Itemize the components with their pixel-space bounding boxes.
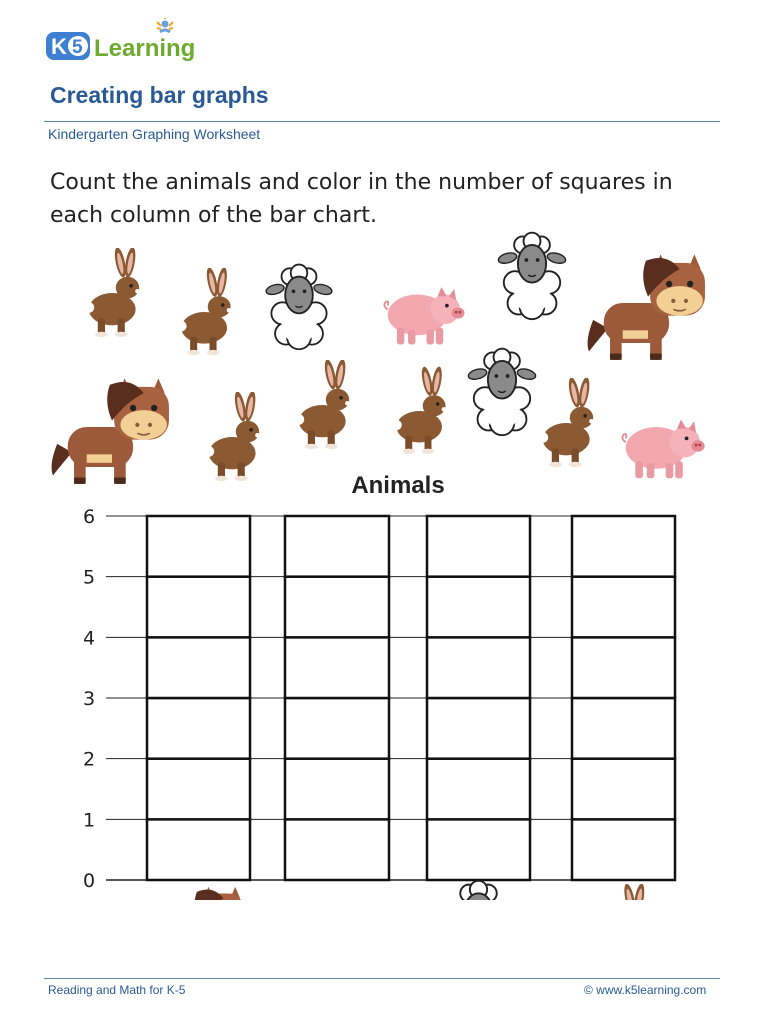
bar-square-sheep[interactable] <box>427 819 530 880</box>
sheep-icon <box>467 349 536 435</box>
bar-square-pig[interactable] <box>285 759 389 820</box>
rabbit-icon <box>83 246 139 337</box>
bar-square-sheep[interactable] <box>427 516 530 577</box>
page-title: Creating bar graphs <box>50 82 269 108</box>
chart-title: Animals <box>351 472 445 499</box>
bar-square-pig[interactable] <box>285 637 389 698</box>
rabbit-icon <box>594 883 649 900</box>
sheep-icon <box>443 881 514 900</box>
rabbit-icon <box>293 358 349 449</box>
bar-square-horse[interactable] <box>147 637 250 698</box>
bar-square-horse[interactable] <box>147 516 250 577</box>
footer-divider <box>44 978 720 979</box>
animal-picture-area <box>0 228 768 490</box>
bar-square-rabbit[interactable] <box>572 516 675 577</box>
footer-website: © www.k5learning.com <box>584 983 707 997</box>
rabbit-icon <box>391 366 446 454</box>
bar-square-horse[interactable] <box>147 577 250 638</box>
y-tick-label: 0 <box>83 870 96 892</box>
title-divider <box>44 121 720 122</box>
bar-square-pig[interactable] <box>285 698 389 759</box>
page-subtitle: Kindergarten Graphing Worksheet <box>48 126 261 142</box>
rabbit-icon <box>537 376 593 467</box>
k5-learning-logo <box>44 18 214 64</box>
sun-figure-icon <box>157 18 173 32</box>
bar-square-pig[interactable] <box>285 819 389 880</box>
bar-square-horse[interactable] <box>147 698 250 759</box>
sheep-icon <box>497 233 566 319</box>
bar-square-rabbit[interactable] <box>572 637 675 698</box>
svg-text:K: K <box>51 34 67 59</box>
rabbit-icon <box>176 267 231 356</box>
bar-square-sheep[interactable] <box>427 759 530 820</box>
sheep-icon <box>265 265 333 350</box>
y-tick-label: 3 <box>83 688 96 710</box>
y-tick-label: 2 <box>83 748 96 771</box>
bar-square-rabbit[interactable] <box>572 759 675 820</box>
horse-icon <box>52 378 169 483</box>
horse-icon <box>588 254 705 359</box>
instruction-text: Count the animals and color in the number of squares in each column of the bar chart. <box>50 170 673 228</box>
pig-icon <box>384 287 464 344</box>
horse-icon <box>151 887 244 900</box>
pig-icon <box>622 419 704 478</box>
bar-square-rabbit[interactable] <box>572 577 675 638</box>
bar-square-rabbit[interactable] <box>572 698 675 759</box>
y-tick-label: 5 <box>83 566 96 589</box>
rabbit-icon <box>203 390 259 481</box>
y-tick-label: 1 <box>83 809 96 832</box>
y-tick-label: 6 <box>83 506 96 528</box>
bar-square-sheep[interactable] <box>427 577 530 638</box>
footer-tagline: Reading and Math for K-5 <box>48 983 186 997</box>
bar-square-pig[interactable] <box>285 577 389 638</box>
bar-square-sheep[interactable] <box>427 637 530 698</box>
bar-square-horse[interactable] <box>147 819 250 880</box>
bar-square-horse[interactable] <box>147 759 250 820</box>
bar-square-sheep[interactable] <box>427 698 530 759</box>
y-tick-label: 4 <box>83 627 96 650</box>
bar-square-pig[interactable] <box>285 516 389 577</box>
svg-text:5: 5 <box>72 37 83 58</box>
bar-chart <box>0 500 768 900</box>
bar-square-rabbit[interactable] <box>572 819 675 880</box>
svg-text:Learning: Learning <box>94 35 196 62</box>
